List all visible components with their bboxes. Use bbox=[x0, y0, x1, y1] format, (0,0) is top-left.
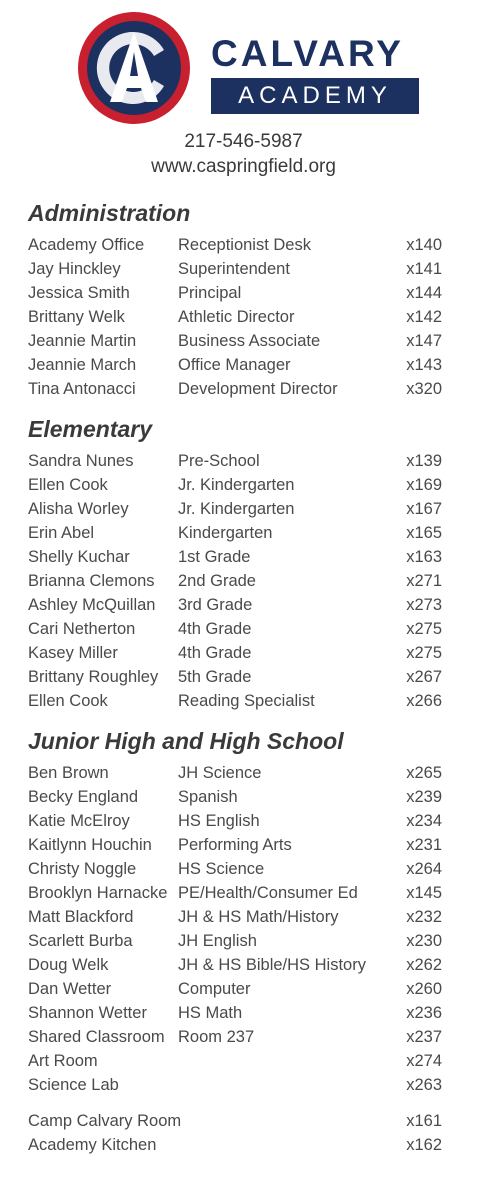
phone-number: 217-546-5987 bbox=[184, 131, 303, 152]
directory-row bbox=[28, 329, 442, 353]
section-title-junior-high: Junior High and High School bbox=[28, 728, 344, 754]
directory-row bbox=[28, 1001, 442, 1025]
logo-wordmark-academy: ACADEMY bbox=[211, 78, 419, 114]
section-title-elementary: Elementary bbox=[28, 416, 153, 442]
staff-role: Jr. Kindergarten bbox=[178, 476, 295, 494]
staff-name: Doug Welk bbox=[28, 956, 109, 974]
directory-row bbox=[28, 353, 442, 377]
phone-extension: x237 bbox=[406, 1028, 442, 1046]
staff-role: HS Math bbox=[178, 1004, 243, 1022]
staff-role: Spanish bbox=[178, 788, 238, 806]
staff-name: Brianna Clemons bbox=[28, 572, 155, 590]
staff-name: Ellen Cook bbox=[28, 692, 108, 710]
staff-name: Tina Antonacci bbox=[28, 380, 136, 398]
junior-high-list bbox=[28, 761, 442, 1097]
staff-role: Principal bbox=[178, 284, 242, 302]
staff-name: Ellen Cook bbox=[28, 476, 108, 494]
phone-extension: x230 bbox=[406, 932, 442, 950]
phone-extension: x271 bbox=[406, 572, 442, 590]
staff-role: Office Manager bbox=[178, 356, 291, 374]
staff-name: Ashley McQuillan bbox=[28, 596, 156, 614]
staff-name: Erin Abel bbox=[28, 524, 95, 542]
phone-extension: x163 bbox=[406, 548, 442, 566]
staff-name: Brittany Roughley bbox=[28, 668, 159, 686]
directory-row bbox=[28, 569, 442, 593]
directory-row bbox=[28, 281, 442, 305]
directory-row bbox=[28, 257, 442, 281]
staff-role: 1st Grade bbox=[178, 548, 251, 566]
staff-role: Pre-School bbox=[178, 452, 260, 470]
directory-row bbox=[28, 1073, 442, 1097]
phone-extension: x147 bbox=[406, 332, 442, 350]
phone-extension: x165 bbox=[406, 524, 442, 542]
directory-row bbox=[28, 785, 442, 809]
phone-extension: x145 bbox=[406, 884, 442, 902]
directory-row bbox=[28, 881, 442, 905]
staff-role: JH English bbox=[178, 932, 257, 950]
staff-name: Brooklyn Harnacke bbox=[28, 884, 168, 902]
staff-role: Receptionist Desk bbox=[178, 236, 311, 254]
staff-role: Jr. Kindergarten bbox=[178, 500, 295, 518]
staff-name: Matt Blackford bbox=[28, 908, 134, 926]
staff-role: Business Associate bbox=[178, 332, 321, 350]
phone-extension: x234 bbox=[406, 812, 442, 830]
staff-name: Sandra Nunes bbox=[28, 452, 134, 470]
directory-row bbox=[28, 1133, 442, 1157]
directory-row bbox=[28, 617, 442, 641]
phone-extension: x139 bbox=[406, 452, 442, 470]
staff-name: Jay Hinckley bbox=[28, 260, 121, 278]
staff-role: JH & HS Bible/HS History bbox=[178, 956, 366, 974]
directory-row bbox=[28, 857, 442, 881]
staff-role: 3rd Grade bbox=[178, 596, 253, 614]
staff-name: Christy Noggle bbox=[28, 860, 137, 878]
phone-extension: x260 bbox=[406, 980, 442, 998]
staff-role: Superintendent bbox=[178, 260, 290, 278]
phone-extension: x142 bbox=[406, 308, 442, 326]
directory-row bbox=[28, 377, 442, 401]
staff-name: Brittany Welk bbox=[28, 308, 125, 326]
staff-role: 4th Grade bbox=[178, 644, 252, 662]
section-title-administration: Administration bbox=[28, 200, 191, 226]
staff-name: Dan Wetter bbox=[28, 980, 112, 998]
calvary-emblem-icon bbox=[76, 10, 192, 126]
phone-extension: x266 bbox=[406, 692, 442, 710]
phone-extension: x231 bbox=[406, 836, 442, 854]
directory-row bbox=[28, 665, 442, 689]
staff-name: Shelly Kuchar bbox=[28, 548, 130, 566]
staff-role: 2nd Grade bbox=[178, 572, 256, 590]
directory-row bbox=[28, 641, 442, 665]
phone-extension: x265 bbox=[406, 764, 442, 782]
staff-name: Cari Netherton bbox=[28, 620, 136, 638]
staff-name: Camp Calvary Room bbox=[28, 1112, 182, 1130]
staff-name: Shared Classroom bbox=[28, 1028, 165, 1046]
phone-extension: x236 bbox=[406, 1004, 442, 1022]
staff-role: 4th Grade bbox=[178, 620, 252, 638]
staff-name: Art Room bbox=[28, 1052, 98, 1070]
directory-row bbox=[28, 689, 442, 713]
directory-row bbox=[28, 233, 442, 257]
directory-row bbox=[28, 1025, 442, 1049]
directory-row bbox=[28, 809, 442, 833]
staff-role: HS Science bbox=[178, 860, 265, 878]
logo-wordmark-calvary: CALVARY bbox=[211, 33, 404, 74]
phone-extension: x167 bbox=[406, 500, 442, 518]
phone-extension: x140 bbox=[406, 236, 442, 254]
calvary-academy-logo bbox=[76, 10, 420, 126]
staff-role: PE/Health/Consumer Ed bbox=[178, 884, 358, 902]
staff-name: Academy Kitchen bbox=[28, 1136, 157, 1154]
directory-row bbox=[28, 1049, 442, 1073]
directory-row bbox=[28, 761, 442, 785]
staff-name: Katie McElroy bbox=[28, 812, 130, 830]
directory-row bbox=[28, 1109, 442, 1133]
staff-role: Computer bbox=[178, 980, 251, 998]
phone-extension: x232 bbox=[406, 908, 442, 926]
staff-role: Reading Specialist bbox=[178, 692, 315, 710]
staff-role: Performing Arts bbox=[178, 836, 292, 854]
staff-name: Alisha Worley bbox=[28, 500, 129, 518]
staff-name: Becky England bbox=[28, 788, 139, 806]
phone-extension: x275 bbox=[406, 644, 442, 662]
staff-name: Academy Office bbox=[28, 236, 145, 254]
staff-role: HS English bbox=[178, 812, 260, 830]
phone-extension: x141 bbox=[406, 260, 442, 278]
elementary-list bbox=[28, 449, 442, 713]
staff-role: Room 237 bbox=[178, 1028, 255, 1046]
staff-name: Shannon Wetter bbox=[28, 1004, 147, 1022]
phone-extension: x162 bbox=[406, 1136, 442, 1154]
directory-row bbox=[28, 833, 442, 857]
staff-role: 5th Grade bbox=[178, 668, 252, 686]
staff-role: JH Science bbox=[178, 764, 262, 782]
staff-name: Kasey Miller bbox=[28, 644, 118, 662]
staff-name: Science Lab bbox=[28, 1076, 119, 1094]
website-link[interactable]: www.caspringfield.org bbox=[151, 156, 336, 177]
phone-extension: x273 bbox=[406, 596, 442, 614]
phone-extension: x239 bbox=[406, 788, 442, 806]
phone-extension: x143 bbox=[406, 356, 442, 374]
directory-row bbox=[28, 521, 442, 545]
phone-extension: x144 bbox=[406, 284, 442, 302]
phone-extension: x161 bbox=[406, 1112, 442, 1130]
staff-role: Kindergarten bbox=[178, 524, 273, 542]
staff-name: Jeannie March bbox=[28, 356, 137, 374]
directory-row bbox=[28, 905, 442, 929]
directory-row bbox=[28, 473, 442, 497]
staff-role: JH & HS Math/History bbox=[178, 908, 339, 926]
phone-extension: x263 bbox=[406, 1076, 442, 1094]
staff-role: Athletic Director bbox=[178, 308, 295, 326]
staff-name: Scarlett Burba bbox=[28, 932, 133, 950]
directory-row bbox=[28, 305, 442, 329]
directory-row bbox=[28, 593, 442, 617]
directory-row bbox=[28, 953, 442, 977]
staff-name: Jeannie Martin bbox=[28, 332, 137, 350]
directory-row bbox=[28, 449, 442, 473]
administration-list bbox=[28, 233, 442, 401]
directory-row bbox=[28, 929, 442, 953]
other-rooms-list bbox=[28, 1109, 442, 1157]
phone-extension: x169 bbox=[406, 476, 442, 494]
staff-name: Kaitlynn Houchin bbox=[28, 836, 152, 854]
staff-name: Ben Brown bbox=[28, 764, 109, 782]
phone-extension: x275 bbox=[406, 620, 442, 638]
phone-extension: x320 bbox=[406, 380, 442, 398]
staff-role: Development Director bbox=[178, 380, 338, 398]
staff-name: Jessica Smith bbox=[28, 284, 130, 302]
directory-row bbox=[28, 497, 442, 521]
directory-row bbox=[28, 977, 442, 1001]
directory-row bbox=[28, 545, 442, 569]
phone-extension: x264 bbox=[406, 860, 442, 878]
phone-extension: x267 bbox=[406, 668, 442, 686]
phone-extension: x274 bbox=[406, 1052, 442, 1070]
phone-extension: x262 bbox=[406, 956, 442, 974]
